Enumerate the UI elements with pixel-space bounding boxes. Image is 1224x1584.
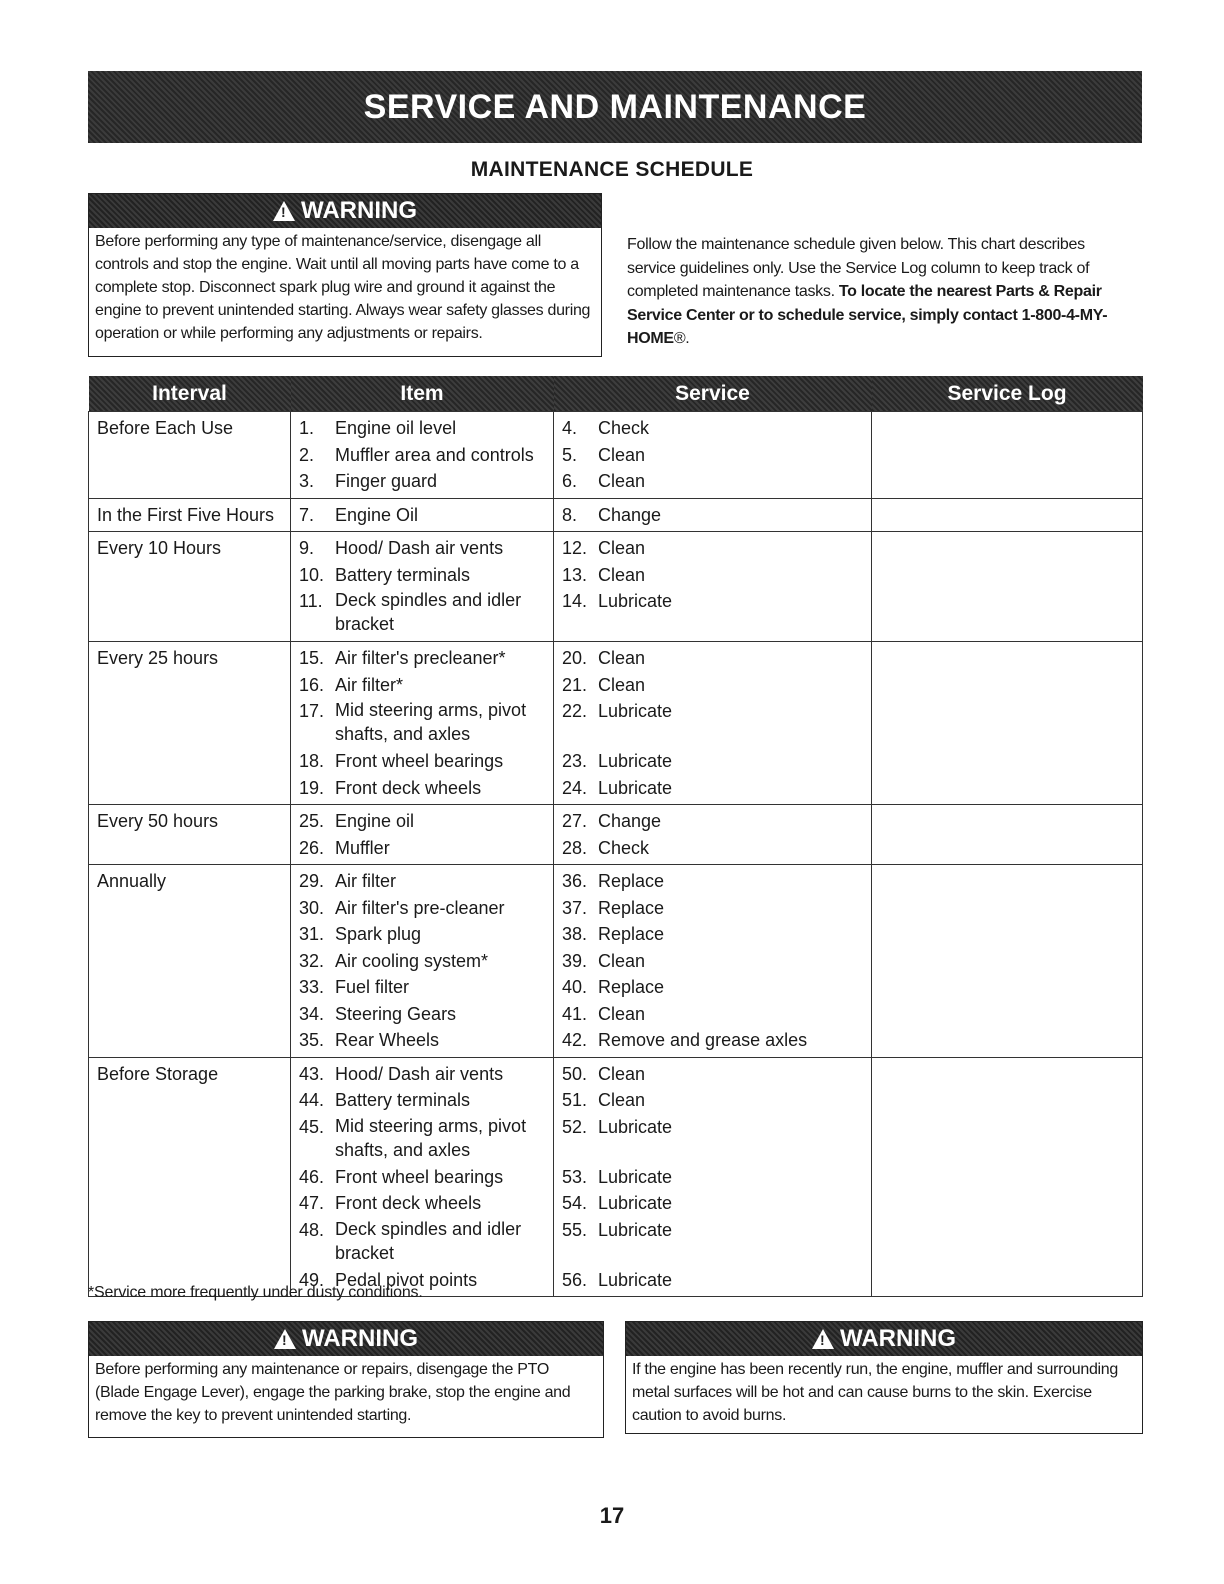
service-log-cell[interactable] [872, 532, 1143, 642]
list-item [299, 672, 553, 699]
list-item-text: Lubricate [598, 777, 673, 798]
item-cell [291, 532, 554, 642]
list-item-text: Clean [598, 1003, 646, 1024]
list-item-text: Clean [598, 444, 646, 465]
list-item-text: Pedal pivot points [335, 1269, 478, 1290]
list-item-number: 45. [299, 1116, 325, 1137]
item-cell [291, 412, 554, 499]
list-item-text: Spark plug [335, 924, 422, 944]
header-interval: Interval [89, 376, 291, 412]
list-item [562, 808, 871, 835]
warning-header [626, 1322, 1142, 1356]
warning-heading: WARNING [301, 197, 417, 224]
list-item [299, 502, 553, 529]
warning-box-bottom-right [625, 1321, 1143, 1434]
service-log-cell[interactable] [872, 412, 1143, 499]
list-item-number: 2. [299, 444, 315, 465]
warning-header [89, 1322, 603, 1356]
list-item-number: 52. [562, 1116, 588, 1137]
warning-heading: WARNING [840, 1325, 956, 1352]
list-item-number: 29. [299, 871, 325, 891]
list-item-text: Front deck wheels [335, 777, 482, 798]
list-item-number: 8. [562, 504, 578, 525]
list-item [562, 748, 871, 775]
list-item-number: 39. [562, 950, 588, 971]
list-item-number: 10. [299, 564, 325, 585]
list-item-text: Replace [598, 924, 665, 944]
interval-cell: Before Each Use [89, 412, 291, 499]
list-item [299, 535, 553, 562]
list-item-text: Lubricate [598, 751, 673, 771]
list-item-text: Muffler [335, 837, 390, 858]
list-item [562, 1267, 871, 1294]
list-item-text: Battery terminals [335, 1090, 471, 1110]
list-item-number: 24. [562, 777, 588, 798]
item-cell [291, 805, 554, 865]
list-item-number: 20. [562, 648, 588, 668]
list-item-number: 38. [562, 924, 588, 944]
list-item-text: Air filter [335, 871, 397, 891]
footnote: *Service more frequently under dusty conditions. [88, 1284, 423, 1301]
list-item [562, 868, 871, 895]
list-item-text: Mid steering arms, pivot shafts, and axles [335, 1115, 527, 1160]
list-item [562, 698, 871, 748]
list-item-number: 35. [299, 1030, 325, 1050]
service-cell [554, 865, 872, 1058]
service-cell [554, 498, 872, 532]
list-item-text: Lubricate [598, 1166, 673, 1187]
list-item-text: Deck spindles and idler bracket [335, 590, 522, 634]
header-service: Service [554, 376, 872, 412]
list-item-number: 25. [299, 811, 325, 831]
list-item-text: Clean [598, 1090, 646, 1110]
list-item-number: 22. [562, 701, 588, 721]
list-item-text: Lubricate [598, 1269, 673, 1290]
interval-cell: Every 50 hours [89, 805, 291, 865]
list-item-number: 53. [562, 1166, 588, 1187]
list-item-number: 21. [562, 674, 588, 695]
list-item-text: Engine oil [335, 811, 415, 831]
list-item-number: 54. [562, 1193, 588, 1213]
list-item-text: Front wheel bearings [335, 751, 504, 771]
list-item-text: Finger guard [335, 471, 438, 491]
list-item-text: Rear Wheels [335, 1030, 440, 1050]
list-item-text: Mid steering arms, pivot shafts, and axles [335, 700, 527, 744]
service-log-cell[interactable] [872, 642, 1143, 805]
warning-text: Before performing any maintenance or repairs, disengage the PTO (Blade Engage Lever), engage the parking brake, stop the engine and remove the key to prevent unintended starting. [95, 1361, 571, 1424]
list-item-text: Lubricate [598, 701, 673, 721]
list-item [562, 645, 871, 672]
list-item [562, 502, 871, 529]
list-item [562, 835, 871, 862]
warning-header [89, 194, 601, 228]
list-item-number: 34. [299, 1003, 325, 1024]
list-item-number: 28. [562, 837, 588, 858]
list-item-number: 23. [562, 751, 588, 771]
warning-triangle-icon [812, 1329, 834, 1349]
list-item-text: Hood/ Dash air vents [335, 1063, 504, 1084]
header-service-log: Service Log [872, 376, 1143, 412]
table-header-row [89, 376, 1143, 412]
list-item-number: 33. [299, 977, 325, 997]
list-item [299, 1087, 553, 1114]
list-item-number: 41. [562, 1003, 588, 1024]
list-item [562, 415, 871, 442]
list-item-number: 4. [562, 418, 578, 438]
list-item [299, 835, 553, 862]
list-item-text: Engine oil level [335, 418, 457, 438]
list-item-number: 51. [562, 1090, 588, 1110]
service-cell [554, 1057, 872, 1297]
table-row [89, 412, 1143, 499]
list-item [299, 1164, 553, 1191]
list-item [299, 415, 553, 442]
list-item-number: 18. [299, 751, 325, 771]
item-cell [291, 1057, 554, 1297]
list-item-text: Clean [598, 538, 646, 558]
list-item-text: Change [598, 811, 662, 831]
list-item-text: Clean [598, 950, 646, 971]
list-item [299, 442, 553, 469]
intro-suffix: ®. [673, 330, 690, 347]
list-item-text: Replace [598, 977, 665, 997]
list-item [562, 1027, 871, 1054]
item-cell [291, 865, 554, 1058]
list-item [299, 1001, 553, 1028]
intro-text: Follow the maintenance schedule given below. This chart describes service guidelines only. Use the Service Log column to keep track of completed maintenance tasks. [627, 236, 1090, 300]
list-item-number: 55. [562, 1219, 588, 1240]
interval-cell: Every 25 hours [89, 642, 291, 805]
list-item [299, 974, 553, 1001]
list-item-text: Deck spindles and idler bracket [335, 1218, 522, 1263]
list-item-number: 26. [299, 837, 325, 858]
list-item-number: 56. [562, 1269, 588, 1290]
page-number: 17 [599, 1503, 625, 1528]
list-item [562, 1061, 871, 1088]
service-cell [554, 412, 872, 499]
item-cell [291, 642, 554, 805]
item-cell [291, 498, 554, 532]
list-item-text: Replace [598, 871, 665, 891]
list-item-text: Lubricate [598, 1219, 673, 1240]
page-subtitle: MAINTENANCE SCHEDULE [470, 158, 754, 181]
list-item [299, 1061, 553, 1088]
list-item [299, 588, 553, 638]
list-item [299, 1027, 553, 1054]
list-item-text: Muffler area and controls [335, 444, 534, 465]
list-item-text: Lubricate [598, 1116, 673, 1137]
list-item-text: Battery terminals [335, 564, 471, 585]
list-item-text: Steering Gears [335, 1003, 457, 1024]
list-item-number: 37. [562, 897, 588, 918]
warning-text: Before performing any type of maintenance/service, disengage all controls and stop the engine. Wait until all moving parts have come to a complete stop. Disconnect spark plug wire and ground it against the engine to prevent unintended starting. Always wear safety glasses during operation or while performing any adjustments or repairs. [95, 233, 591, 342]
list-item [562, 775, 871, 802]
table-row [89, 532, 1143, 642]
list-item [299, 895, 553, 922]
list-item-text: Air filter* [335, 674, 404, 695]
list-item-number: 32. [299, 950, 325, 971]
list-item-text: Check [598, 418, 650, 438]
list-item [562, 588, 871, 638]
header-item: Item [291, 376, 554, 412]
list-item [562, 921, 871, 948]
service-cell [554, 532, 872, 642]
list-item [562, 1087, 871, 1114]
list-item-text: Fuel filter [335, 977, 410, 997]
list-item-text: Clean [598, 648, 646, 668]
warning-box-bottom-left [88, 1321, 604, 1438]
list-item-number: 36. [562, 871, 588, 891]
list-item [562, 672, 871, 699]
list-item-number: 1. [299, 418, 315, 438]
list-item-text: Air filter's pre-cleaner [335, 897, 505, 918]
list-item-number: 48. [299, 1219, 325, 1240]
interval-cell: In the First Five Hours [89, 498, 291, 532]
service-cell [554, 642, 872, 805]
interval-cell: Every 10 Hours [89, 532, 291, 642]
list-item-number: 6. [562, 471, 578, 491]
list-item [299, 562, 553, 589]
list-item-number: 40. [562, 977, 588, 997]
service-log-cell[interactable] [872, 498, 1143, 532]
table-row [89, 1057, 1143, 1297]
list-item-number: 27. [562, 811, 588, 831]
list-item-number: 3. [299, 471, 315, 491]
list-item [562, 895, 871, 922]
list-item-number: 15. [299, 648, 325, 668]
list-item-number: 49. [299, 1269, 325, 1290]
intro-contact-text: To locate the nearest Parts & Repair Service Center or to schedule service, simply contact 1-800-4-MY-HOME [627, 283, 1108, 347]
list-item [562, 1001, 871, 1028]
list-item-number: 9. [299, 538, 315, 558]
list-item-text: Air cooling system* [335, 950, 489, 971]
warning-text: If the engine has been recently run, the engine, muffler and surrounding metal surfaces will be hot and can cause burns to the skin. Exercise caution to avoid burns. [632, 1361, 1119, 1424]
warning-heading: WARNING [302, 1325, 418, 1352]
table-row [89, 642, 1143, 805]
list-item [299, 748, 553, 775]
list-item-text: Lubricate [598, 1193, 673, 1213]
list-item-number: 13. [562, 564, 588, 585]
list-item-number: 47. [299, 1193, 325, 1213]
list-item-text: Replace [598, 897, 665, 918]
interval-cell: Annually [89, 865, 291, 1058]
table-row [89, 498, 1143, 532]
list-item [299, 1114, 553, 1164]
list-item-text: Clean [598, 471, 646, 491]
list-item-text: Front wheel bearings [335, 1166, 504, 1187]
section-title: SERVICE AND MAINTENANCE [363, 87, 867, 126]
list-item-number: 7. [299, 504, 315, 525]
list-item [562, 535, 871, 562]
service-cell [554, 805, 872, 865]
list-item [562, 442, 871, 469]
section-banner [88, 71, 1142, 143]
list-item-text: Air filter's precleaner* [335, 648, 506, 668]
list-item [299, 808, 553, 835]
service-log-cell[interactable] [872, 805, 1143, 865]
service-log-cell[interactable] [872, 865, 1143, 1058]
list-item-number: 14. [562, 591, 588, 611]
list-item [299, 1217, 553, 1267]
list-item [299, 921, 553, 948]
list-item-number: 42. [562, 1030, 588, 1050]
list-item-number: 17. [299, 701, 325, 721]
list-item-text: Clean [598, 1063, 646, 1084]
warning-box-top [88, 193, 602, 357]
list-item [562, 1190, 871, 1217]
list-item [562, 948, 871, 975]
list-item-number: 31. [299, 924, 325, 944]
list-item-number: 43. [299, 1063, 325, 1084]
list-item-text: Clean [598, 564, 646, 585]
list-item [562, 1164, 871, 1191]
list-item [299, 698, 553, 748]
list-item-number: 16. [299, 674, 325, 695]
list-item [562, 562, 871, 589]
list-item-number: 30. [299, 897, 325, 918]
list-item-number: 50. [562, 1063, 588, 1084]
list-item-number: 44. [299, 1090, 325, 1110]
list-item [562, 974, 871, 1001]
table-row [89, 865, 1143, 1058]
table-row [89, 805, 1143, 865]
list-item-text: Change [598, 504, 662, 525]
service-log-cell[interactable] [872, 1057, 1143, 1297]
list-item-text: Remove and grease axles [598, 1030, 808, 1050]
list-item [562, 1114, 871, 1164]
list-item-text: Check [598, 837, 650, 858]
interval-cell: Before Storage [89, 1057, 291, 1297]
list-item [299, 468, 553, 495]
list-item-number: 11. [299, 591, 323, 611]
intro-paragraph [627, 233, 1127, 351]
list-item [562, 1217, 871, 1267]
list-item [562, 468, 871, 495]
list-item [299, 948, 553, 975]
list-item [299, 1190, 553, 1217]
warning-triangle-icon [274, 1329, 296, 1349]
maintenance-schedule-table [88, 376, 1143, 1297]
list-item [299, 868, 553, 895]
warning-triangle-icon [273, 201, 295, 221]
list-item-number: 46. [299, 1166, 325, 1187]
list-item [299, 775, 553, 802]
list-item-text: Front deck wheels [335, 1193, 482, 1213]
list-item-text: Clean [598, 674, 646, 695]
list-item [299, 645, 553, 672]
list-item-number: 19. [299, 777, 325, 798]
list-item-text: Hood/ Dash air vents [335, 538, 504, 558]
list-item-text: Lubricate [598, 591, 673, 611]
list-item-text: Engine Oil [335, 504, 419, 525]
list-item-number: 5. [562, 444, 578, 465]
list-item-number: 12. [562, 538, 588, 558]
